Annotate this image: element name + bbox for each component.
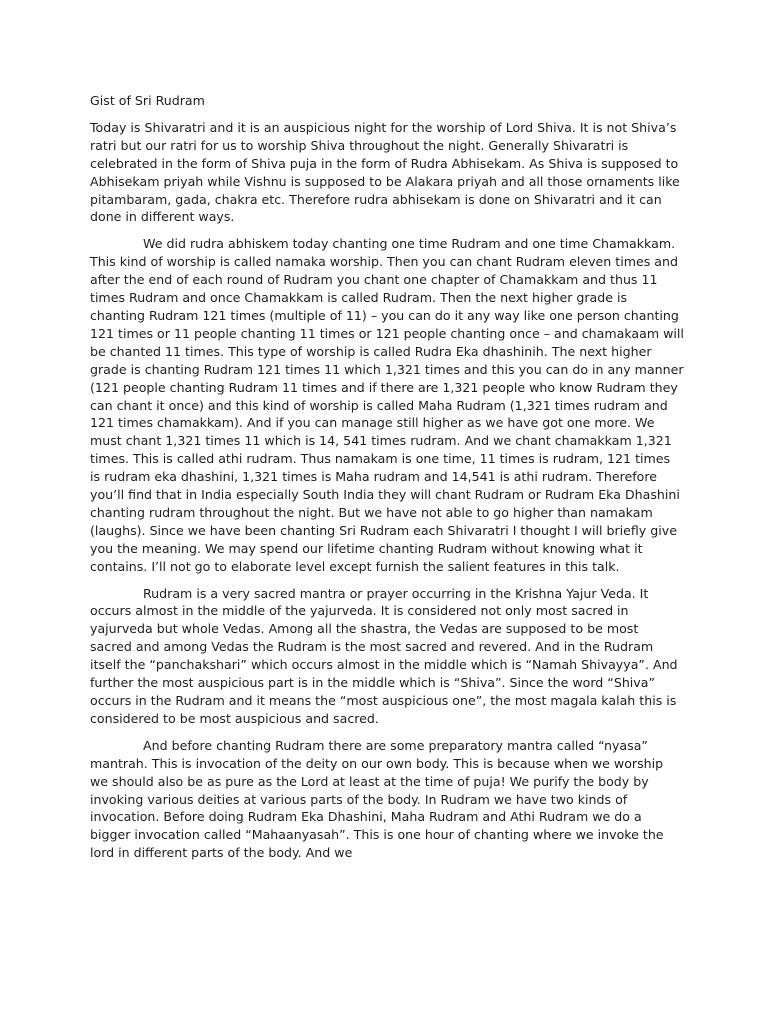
document-title: Gist of Sri Rudram — [90, 93, 205, 108]
paragraph-intro: Today is Shivaratri and it is an auspicious night for the worship of Lord Shiva. It is not Shiva’s ratri but our ratri for us to worship Shiva throughout the night. Generally Shivaratri is celebrated in the form of Shiva puja in the form of Rudra Abhisekam. As Shiva is supposed to Abhisekam priyah while Vishnu is supposed to be Alakara priyah and all those ornaments like pitambaram, gada, chakra etc. Therefore rudra abhisekam is done on Shivaratri and it can done in different ways. — [90, 119, 680, 225]
paragraph-rudram-sacred: Rudram is a very sacred mantra or prayer occurring in the Krishna Yajur Veda. It occurs almost in the middle of the yajurveda. It is considered not only most sacred in yajurveda but whole Vedas. Among all the shastra, the Vedas are supposed to be most sacred and among Vedas the Rudram is the most sacred and revered. And in the Rudram itself the “panchakshari” which occurs almost in the middle which is “Namah Shivayya”. And further the most auspicious part is in the middle which is “Shiva”. Since the word “Shiva” occurs in the Rudram and it means the “most auspicious one”, the most magala kalah this is considered to be most auspicious and sacred. — [90, 585, 678, 726]
paragraph-rudra-abhishekam: We did rudra abhiskem today chanting one time Rudram and one time Chamakkam. This kind of worship is called namaka worship. Then you can chant Rudram eleven times and after the end of each round of Rudram you chant one chapter of Chamakkam and thus 11 times Rudram and once Chamakkam is called Rudram. Then the next higher grade is chanting Rudram 121 times (multiple of 11) – you can do it any way like one person chanting 121 times or 11 people chanting 11 times or 121 people chanting once – and chamakaam will be chanted 11 times. This type of worship is called Rudra Eka dhashinih. The next higher grade is chanting Rudram 121 times 11 which 1,321 times and this you can do in any manner (121 people chanting Rudram 11 times and if there are 1,321 people who know Rudram they can chant it once) and this kind of worship is called Maha Rudram (1,321 times rudram and 121 times chamakkam). And if you can manage still higher as we have got one more. We must chant 1,321 times 11 which is 14, 541 times rudram. And we chant chamakkam 1,321 times. This is called athi rudram. Thus namakam is one time, 11 times is rudram, 121 times is rudram eka dhashini, 1,321 times is Maha rudram and 14,541 is athi rudram. Therefore you’ll find that in India especially South India they will chant Rudram or Rudram Eka Dhashini chanting rudram throughout the night. But we have not able to go higher than namakam (laughs). Since we have been chanting Sri Rudram each Shivaratri I thought I will briefly give you the meaning. We may spend our lifetime chanting Rudram without knowing what it contains. I’ll not go to elaborate level except furnish the salient features in this talk. — [90, 236, 684, 574]
paragraph-nyasa: And before chanting Rudram there are some preparatory mantra called “nyasa” mantrah. This is invocation of the deity on our own body. This is because when we worship we should also be as pure as the Lord at least at the time of puja! We purify the body by invoking various deities at various parts of the body. In Rudram we have two kinds of invocation. Before doing Rudram Eka Dhashini, Maha Rudram and Athi Rudram we do a bigger invocation called “Mahaanyasah”. This is one hour of chanting where we invoke the lord in different parts of the body. And we — [90, 737, 664, 861]
document-body — [90, 92, 684, 871]
